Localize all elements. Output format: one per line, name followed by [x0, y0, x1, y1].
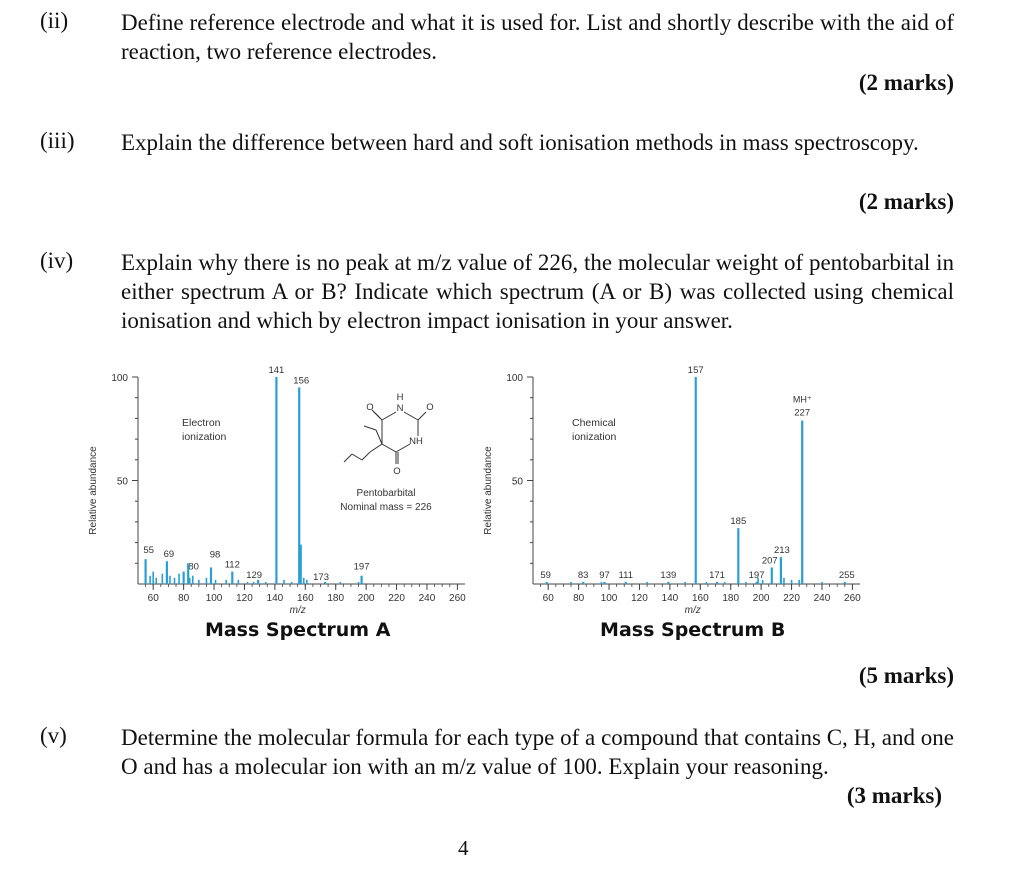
x-tick-label: 140	[661, 593, 679, 604]
x-tick-label: 80	[178, 593, 190, 604]
x-tick-label: 240	[418, 593, 436, 604]
bond	[344, 454, 352, 462]
peak-label: 98	[209, 549, 221, 561]
x-tick-label: 240	[813, 593, 831, 604]
x-tick-label: 120	[236, 593, 253, 604]
bond	[418, 412, 426, 420]
bond	[382, 444, 396, 452]
x-tick-label: 60	[542, 593, 554, 604]
x-tick-label: 260	[449, 593, 466, 604]
x-tick-label: 180	[722, 593, 740, 604]
question-text: Define reference electrode and what it is used for. List and shortly describe with the aid of reaction, two reference electrodes.	[121, 10, 954, 64]
x-tick-label: 120	[631, 593, 648, 604]
peak-label: 69	[163, 549, 175, 561]
peak-label: 185	[730, 516, 747, 528]
peak-label: 255	[838, 569, 855, 581]
x-tick-label: 60	[147, 593, 159, 604]
x-tick-label: 100	[600, 593, 618, 604]
atom-nh: NH	[409, 436, 423, 447]
y-tick-label: 100	[111, 373, 128, 384]
peak-label: 111	[618, 569, 634, 581]
x-axis-label: m/z	[289, 605, 306, 616]
y-axis-label: Relative abundance	[88, 446, 99, 535]
peak-label: 197	[748, 569, 765, 581]
question-marks: (2 marks)	[858, 70, 954, 95]
peak-label: 173	[313, 571, 330, 583]
ionization-label-line2: ionization	[572, 431, 617, 443]
question-number: (v)	[40, 723, 67, 748]
question-marks: (5 marks)	[858, 663, 954, 688]
bond	[404, 412, 418, 420]
peak-label: 157	[687, 365, 704, 376]
peak-label: 227	[794, 407, 811, 419]
bond	[370, 444, 382, 452]
peak-label: 213	[773, 545, 790, 557]
question-text: Determine the molecular formula for each type of a compound that contains C, H, and one O and has a molecular ion with an m/z value of 100. Explain your reasoning.	[121, 725, 954, 779]
bond	[382, 412, 396, 420]
x-tick-label: 260	[844, 593, 861, 604]
question-number: (iv)	[40, 248, 74, 273]
bond	[364, 426, 376, 430]
peak-label: 112	[224, 559, 240, 571]
bond	[352, 454, 362, 460]
peak-label: 207	[761, 555, 778, 567]
atom-o: O	[426, 402, 434, 413]
chart-title: Mass Spectrum A	[204, 619, 391, 641]
question-text: Explain the difference between hard and soft ionisation methods in mass spectroscopy.	[121, 130, 919, 155]
bond	[396, 444, 410, 452]
atom-o: O	[366, 402, 374, 413]
bond	[362, 452, 370, 460]
y-tick-label: 100	[506, 373, 523, 384]
ionization-label-line1: Electron	[182, 417, 221, 429]
peak-label: 80	[188, 561, 199, 573]
peak-label: 83	[577, 569, 589, 581]
x-tick-label: 80	[573, 593, 585, 604]
peak-label: 197	[353, 561, 370, 573]
atom-n: N	[396, 403, 404, 414]
peak-label: 55	[143, 545, 154, 557]
page-number: 4	[458, 836, 469, 860]
peak-label: 171	[709, 569, 725, 581]
x-tick-label: 200	[357, 593, 375, 604]
question-number: (ii)	[40, 8, 69, 33]
ionization-label-line2: ionization	[182, 431, 227, 443]
question-text: Explain why there is no peak at m/z value of 226, the molecular weight of pentobarbital in either spectrum A or B? Indicate which spectrum (A or B) was collected using chemical ionisation and which by electron impact ionisation in your answer.	[121, 250, 954, 333]
x-tick-label: 220	[388, 593, 405, 604]
peak-label: 139	[660, 569, 677, 581]
ionization-label-line1: Chemical	[572, 417, 616, 429]
peak-label: 141	[268, 365, 285, 376]
mass-spectrum-b	[475, 360, 865, 650]
atom-h: H	[396, 392, 404, 403]
structure-caption-name: Pentobarbital	[356, 488, 416, 499]
bond	[376, 430, 382, 444]
x-tick-label: 220	[783, 593, 800, 604]
x-axis-label: m/z	[684, 605, 701, 616]
y-tick-label: 50	[511, 476, 523, 488]
structure-caption-mass: Nominal mass = 226	[340, 502, 432, 513]
peak-label: 156	[293, 375, 310, 387]
peak-label: 97	[599, 569, 610, 581]
question-marks: (2 marks)	[858, 189, 954, 214]
y-axis-label: Relative abundance	[483, 446, 494, 535]
peak-label: 59	[540, 569, 551, 581]
x-tick-label: 100	[205, 593, 223, 604]
x-tick-label: 180	[327, 593, 345, 604]
question-number: (iii)	[40, 128, 75, 153]
x-tick-label: 160	[691, 593, 709, 604]
chart-title: Mass Spectrum B	[600, 619, 786, 641]
x-tick-label: 200	[752, 593, 770, 604]
atom-o: O	[393, 466, 401, 477]
question-marks: (3 marks)	[846, 783, 942, 808]
peak-label-ion: MH⁺	[792, 394, 812, 405]
mass-spectrum-a	[80, 360, 470, 650]
x-tick-label: 140	[266, 593, 284, 604]
y-tick-label: 50	[116, 476, 128, 488]
pentobarbital-structure	[344, 392, 434, 477]
peak-label: 129	[246, 569, 263, 581]
x-tick-label: 160	[296, 593, 314, 604]
